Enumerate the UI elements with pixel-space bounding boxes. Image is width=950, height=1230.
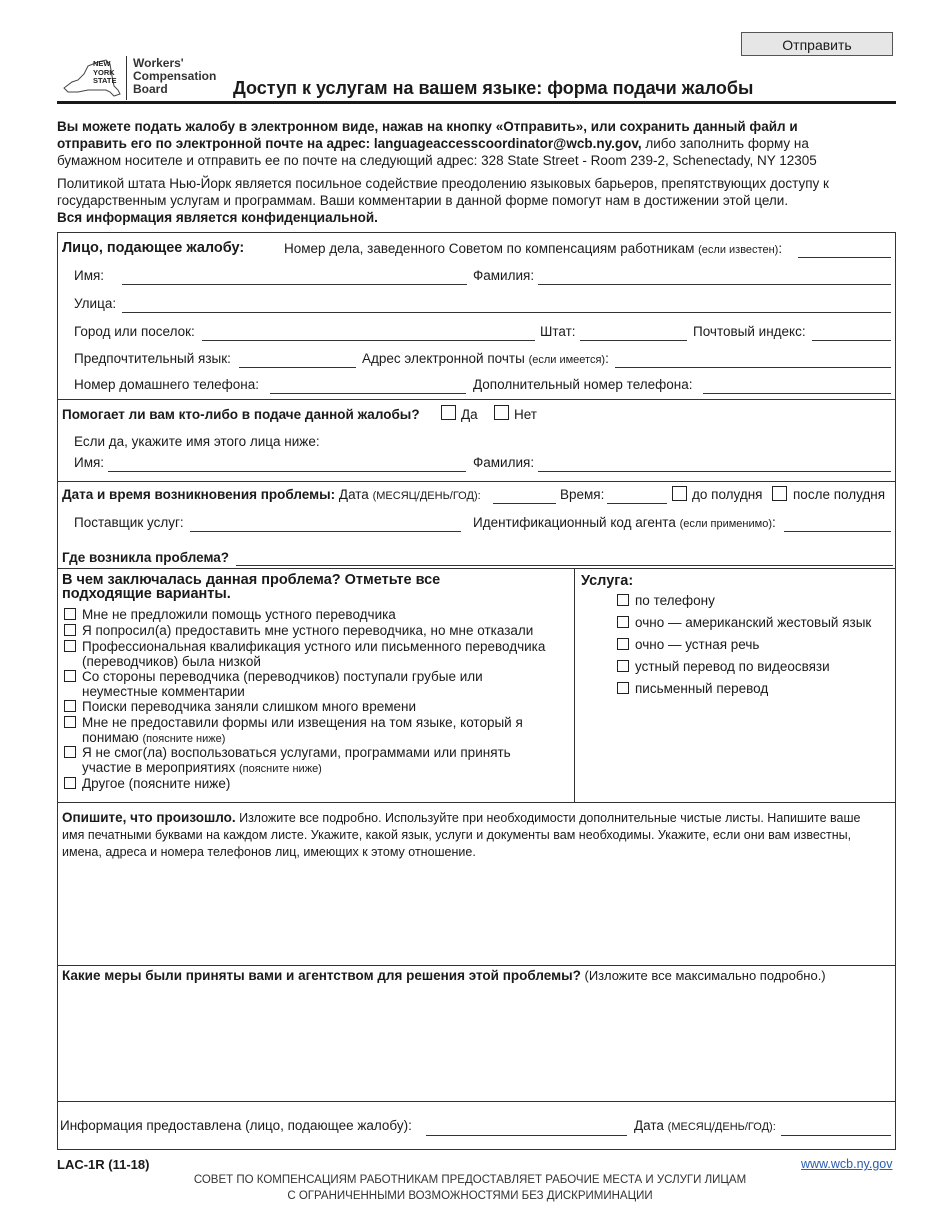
section-divider <box>57 965 896 966</box>
email-input[interactable] <box>615 367 891 368</box>
checkbox[interactable] <box>617 682 629 694</box>
alt-phone-label: Дополнительный номер телефона: <box>473 377 693 392</box>
service-option[interactable]: устный перевод по видеосвязи <box>617 659 892 674</box>
email-label: Адрес электронной почты (если имеется): <box>362 351 609 366</box>
checkbox[interactable] <box>64 608 76 620</box>
incident-time-label: Время: <box>560 487 605 502</box>
service-option[interactable]: очно — американский жестовый язык <box>617 615 892 630</box>
state-input[interactable] <box>580 340 687 341</box>
incident-time-input[interactable] <box>607 503 667 504</box>
problem-option[interactable]: Со стороны переводчика (переводчиков) поступали грубые или неуместные комментарии <box>64 669 524 699</box>
first-name-label: Имя: <box>74 268 105 283</box>
logo-state-text: NEW YORK STATE <box>93 59 117 85</box>
column-divider <box>574 568 575 802</box>
alt-phone-input[interactable] <box>703 393 891 394</box>
problem-heading: В чем заключалась данная проблема? Отметьте все подходящие варианты. <box>62 572 441 602</box>
service-heading: Услуга: <box>581 573 634 589</box>
am-checkbox[interactable] <box>672 486 687 501</box>
checkbox[interactable] <box>64 670 76 682</box>
home-phone-label: Номер домашнего телефона: <box>74 377 259 392</box>
city-input[interactable] <box>202 340 535 341</box>
agent-id-input[interactable] <box>784 531 891 532</box>
wcb-website-link[interactable]: www.wcb.ny.gov <box>801 1157 893 1171</box>
describe-instructions: Опишите, что произошло. Изложите все подробно. Используйте при необходимости дополнительные чистые листы. Напишите ваше имя печатными буквами на каждом листе. Укажите, какой язык, услуги и документы вам необходимы. Укажите, если они вам известны, имена, адреса и номера телефонов лиц, имеющих к этому отношение. <box>62 810 861 859</box>
page-title: Доступ к услугам на вашем языке: форма подачи жалобы <box>233 78 754 98</box>
helper-first-name-label: Имя: <box>74 455 105 470</box>
language-label: Предпочтительный язык: <box>74 351 231 366</box>
helper-if-yes-label: Если да, укажите имя этого лица ниже: <box>74 434 320 449</box>
intro-policy: Политикой штата Нью-Йорк является посильное содействие преодолению языковых барьеров, препятствующих доступу к государственным услугам и программам. Ваши комментарии в данной форме помогут нам в достижении этой цели. Вся информация является конфиденциальной. <box>57 176 829 225</box>
section-divider <box>57 481 896 482</box>
logo-board-name: Workers' Compensation Board <box>133 56 217 96</box>
checkbox[interactable] <box>64 746 76 758</box>
incident-date-input[interactable] <box>493 503 556 504</box>
section-divider <box>57 802 896 803</box>
pm-label: после полудня <box>793 487 886 502</box>
checkbox[interactable] <box>617 638 629 650</box>
service-option[interactable]: по телефону <box>617 593 892 608</box>
measures-instructions: Какие меры были приняты вами и агентством для решения этой проблемы? (Изложите все максимально подробно.) <box>62 968 826 983</box>
where-label: Где возникла проблема? <box>62 550 230 565</box>
problem-option[interactable]: Я попросил(а) предоставить мне устного переводчика, но мне отказали <box>64 623 564 638</box>
helper-yes-label: Да <box>461 407 478 422</box>
problem-option[interactable]: Другое (поясните ниже) <box>64 776 564 791</box>
checkbox[interactable] <box>64 624 76 636</box>
signature-date-label: Дата (МЕСЯЦ/ДЕНЬ/ГОД): <box>634 1118 776 1133</box>
problem-option[interactable]: Поиски переводчика заняли слишком много времени <box>64 699 564 714</box>
checkbox[interactable] <box>617 660 629 672</box>
case-number-label: Номер дела, заведенного Советом по компенсациям работникам (если известен): <box>284 241 783 256</box>
street-input[interactable] <box>122 312 891 313</box>
agent-id-label: Идентификационный код агента (если применимо): <box>473 515 776 530</box>
city-label: Город или поселок: <box>74 324 195 339</box>
provider-label: Поставщик услуг: <box>74 515 184 530</box>
problem-option[interactable]: Мне не предоставили формы или извещения на том языке, который я понимаю (поясните ниже) <box>64 715 564 747</box>
first-name-input[interactable] <box>122 284 467 285</box>
footer-notice: СОВЕТ ПО КОМПЕНСАЦИЯМ РАБОТНИКАМ ПРЕДОСТАВЛЯЕТ РАБОЧИЕ МЕСТА И УСЛУГИ ЛИЦАМ С ОГРАНИЧЕННЫМИ ВОЗМОЖНОСТЯМИ БЕЗ ДИСКРИМИНАЦИИ <box>193 1174 747 1202</box>
helper-no-checkbox[interactable] <box>494 405 509 420</box>
where-input[interactable] <box>236 565 893 566</box>
submit-button[interactable]: Отправить <box>741 32 893 56</box>
problem-option[interactable]: Я не смог(ла) воспользоваться услугами, программами или принять участие в мероприятиях (поясните ниже) <box>64 745 554 777</box>
case-number-input[interactable] <box>798 257 891 258</box>
form-code: LAC-1R (11-18) <box>57 1157 150 1172</box>
checkbox[interactable] <box>617 594 629 606</box>
service-option[interactable]: письменный перевод <box>617 681 892 696</box>
problem-option[interactable]: Мне не предложили помощь устного переводчика <box>64 607 564 622</box>
helper-yes-checkbox[interactable] <box>441 405 456 420</box>
logo-divider <box>126 56 127 100</box>
section-divider <box>57 399 896 400</box>
checkbox[interactable] <box>64 700 76 712</box>
helper-first-name-input[interactable] <box>108 471 466 472</box>
section-divider <box>57 1101 896 1102</box>
helper-question: Помогает ли вам кто-либо в подаче данной жалобы? <box>62 407 420 422</box>
problem-option[interactable]: Профессиональная квалификация устного или письменного переводчика (переводчиков) была низкой <box>64 639 569 669</box>
last-name-input[interactable] <box>538 284 891 285</box>
title-rule <box>57 101 896 104</box>
incident-datetime-label: Дата и время возникновения проблемы: Дата (МЕСЯЦ/ДЕНЬ/ГОД): <box>62 487 481 502</box>
checkbox[interactable] <box>64 640 76 652</box>
last-name-label: Фамилия: <box>473 268 535 283</box>
service-option[interactable]: очно — устная речь <box>617 637 892 652</box>
intro-submission: Вы можете подать жалобу в электронном виде, нажав на кнопку «Отправить», или сохранить данный файл и отправить его по электронной почте на адрес: languageaccesscoordinator@wcb.ny.gov, либо заполнить форму на бумажном носителе и отправить ее по почте на следующий адрес: 328 State Street - Room 239-2, Schenectady, NY 12305 <box>57 119 817 168</box>
checkbox[interactable] <box>617 616 629 628</box>
section-divider <box>57 568 896 569</box>
checkbox[interactable] <box>64 716 76 728</box>
zip-label: Почтовый индекс: <box>693 324 806 339</box>
pm-checkbox[interactable] <box>772 486 787 501</box>
street-label: Улица: <box>74 296 117 311</box>
state-label: Штат: <box>540 324 576 339</box>
complainant-heading: Лицо, подающее жалобу: <box>62 240 245 256</box>
am-label: до полудня <box>692 487 763 502</box>
provider-input[interactable] <box>190 531 461 532</box>
measures-textarea[interactable] <box>60 988 892 1098</box>
helper-last-name-input[interactable] <box>538 471 891 472</box>
helper-last-name-label: Фамилия: <box>473 455 535 470</box>
provided-by-input[interactable] <box>426 1135 627 1136</box>
provided-by-label: Информация предоставлена (лицо, подающее жалобу): <box>60 1118 412 1133</box>
helper-no-label: Нет <box>514 407 537 422</box>
checkbox[interactable] <box>64 777 76 789</box>
home-phone-input[interactable] <box>270 393 466 394</box>
describe-textarea[interactable] <box>60 862 892 962</box>
signature-date-input[interactable] <box>781 1135 891 1136</box>
language-input[interactable] <box>239 367 356 368</box>
zip-input[interactable] <box>812 340 891 341</box>
